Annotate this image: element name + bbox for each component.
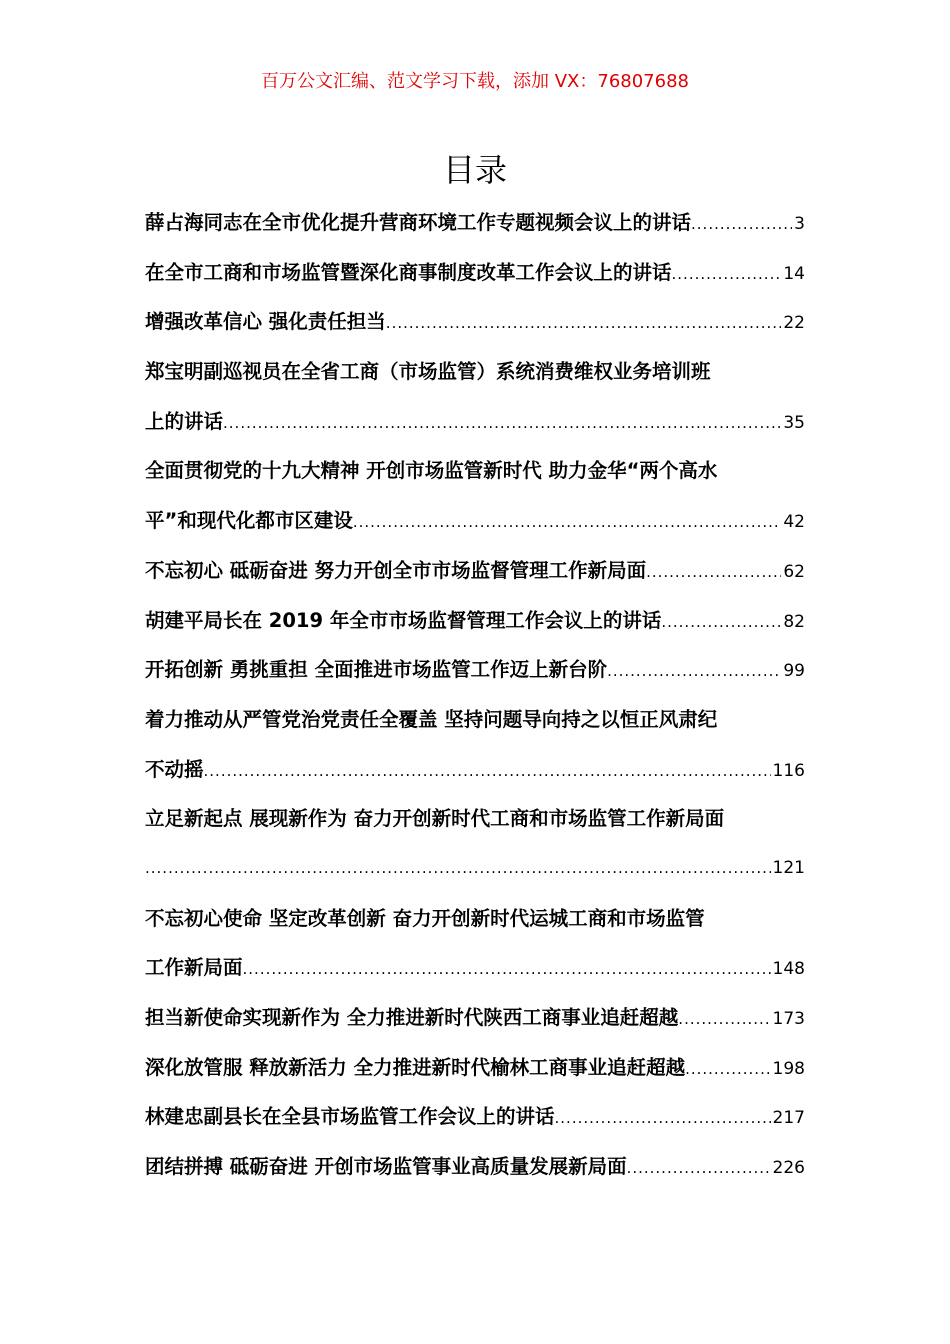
toc-entry[interactable]: [145, 695, 805, 745]
toc-dot-leader: [627, 1144, 771, 1192]
toc-dot-leader: [646, 548, 781, 596]
toc-entry-title: 平”和现代化都市区建设: [145, 509, 353, 533]
toc-dot-leader: [386, 299, 782, 347]
toc-entry[interactable]: [145, 347, 805, 397]
toc-entry[interactable]: [145, 745, 805, 795]
toc-page-number: 99: [783, 661, 805, 682]
toc-entry[interactable]: [145, 894, 805, 944]
toc-page-number: 42: [783, 512, 805, 533]
toc-entry-title: 不忘初心 砥砺奋进 努力开创全市市场监督管理工作新局面: [145, 558, 647, 582]
header-watermark-text: 百万公文汇编、范文学习下载，添加 VX：76807688: [261, 71, 689, 92]
toc-entry-title: 不忘初心使命 坚定改革创新 奋力开创新时代运城工商和市场监管: [145, 906, 705, 930]
toc-entry[interactable]: [145, 993, 805, 1043]
toc-entry-title: 胡建平局长在 2019 年全市市场监督管理工作会议上的讲话: [145, 608, 662, 632]
toc-page-number: 14: [783, 263, 805, 284]
toc-entry[interactable]: [145, 844, 805, 894]
toc-entry[interactable]: [145, 1092, 805, 1142]
toc-entry[interactable]: [145, 546, 805, 596]
toc-entry-title: 担当新使命实现新作为 全力推进新时代陕西工商事业追赶超越: [145, 1006, 679, 1029]
toc-entry[interactable]: [145, 397, 805, 447]
toc-entry-title: 在全市工商和市场监管暨深化商事制度改革工作会议上的讲话: [145, 260, 672, 284]
toc-page-number: 148: [772, 959, 805, 980]
toc-dot-leader: [243, 945, 771, 993]
toc-entry[interactable]: [145, 1142, 805, 1192]
toc-dot-leader: [353, 498, 782, 546]
toc-entry-title: 上的讲话: [145, 409, 224, 433]
toc-dot-leader: [672, 250, 782, 298]
toc-entry-title: 林建忠副县长在全县市场监管工作会议上的讲话: [145, 1105, 555, 1129]
toc-dot-leader: [223, 399, 781, 447]
toc-entry[interactable]: [145, 496, 805, 546]
toc-entry-title: 工作新局面: [145, 956, 243, 980]
toc-entry-title: 郑宝明副巡视员在全省工商（市场监管）系统消费维权业务培训班: [145, 360, 711, 384]
toc-page-number: 173: [772, 1009, 805, 1029]
table-of-contents: [145, 198, 805, 1192]
toc-dot-leader: [555, 1094, 771, 1142]
toc-entry[interactable]: [145, 198, 805, 248]
toc-entry-title: 深化放管服 释放新活力 全力推进新时代榆林工商事业追赶超越: [145, 1055, 686, 1079]
toc-page-number: 82: [783, 611, 805, 632]
toc-page-number: 22: [783, 313, 805, 334]
toc-entry-title: 立足新起点 展现新作为 奋力开创新时代工商和市场监管工作新局面: [145, 807, 725, 831]
toc-page-number: 121: [772, 857, 805, 878]
toc-dot-leader: [145, 844, 771, 894]
toc-dot-leader: [691, 200, 792, 248]
toc-page-number: 62: [783, 561, 805, 582]
page-title: 目录: [442, 151, 507, 189]
toc-page-number: 217: [772, 1108, 805, 1129]
toc-page-number: 3: [794, 214, 805, 234]
toc-dot-leader: [204, 747, 771, 795]
toc-page-number: 116: [772, 760, 805, 781]
toc-dot-leader: [678, 995, 770, 1043]
toc-entry-title: 着力推动从严管党治党责任全覆盖 坚持问题导向持之以恒正风肃纪: [145, 707, 718, 731]
toc-entry[interactable]: [145, 446, 805, 496]
toc-entry[interactable]: [145, 943, 805, 993]
toc-dot-leader: [661, 598, 781, 646]
toc-entry[interactable]: [145, 596, 805, 646]
toc-entry[interactable]: [145, 794, 805, 844]
toc-entry-title: 全面贯彻党的十九大精神 开创市场监管新时代 助力金华“两个高水: [145, 459, 718, 483]
toc-entry[interactable]: [145, 248, 805, 298]
toc-page-number: 35: [783, 412, 805, 433]
toc-entry-title: 开拓创新 勇挑重担 全面推进市场监管工作迈上新台阶: [145, 658, 608, 682]
toc-dot-leader: [607, 647, 781, 695]
toc-entry[interactable]: [145, 297, 805, 347]
toc-page-number: 198: [772, 1058, 805, 1079]
toc-page-number: 226: [772, 1158, 805, 1179]
toc-entry-title: 增强改革信心 强化责任担当: [145, 310, 386, 334]
toc-entry-title: 团结拼搏 砥砺奋进 开创市场监管事业高质量发展新局面: [145, 1155, 627, 1179]
toc-entry-title: 薛占海同志在全市优化提升营商环境工作专题视频会议上的讲话: [145, 211, 692, 234]
toc-entry-title: 不动摇: [145, 757, 204, 781]
toc-entry[interactable]: [145, 1043, 805, 1093]
toc-dot-leader: [685, 1045, 770, 1093]
toc-entry[interactable]: [145, 645, 805, 695]
